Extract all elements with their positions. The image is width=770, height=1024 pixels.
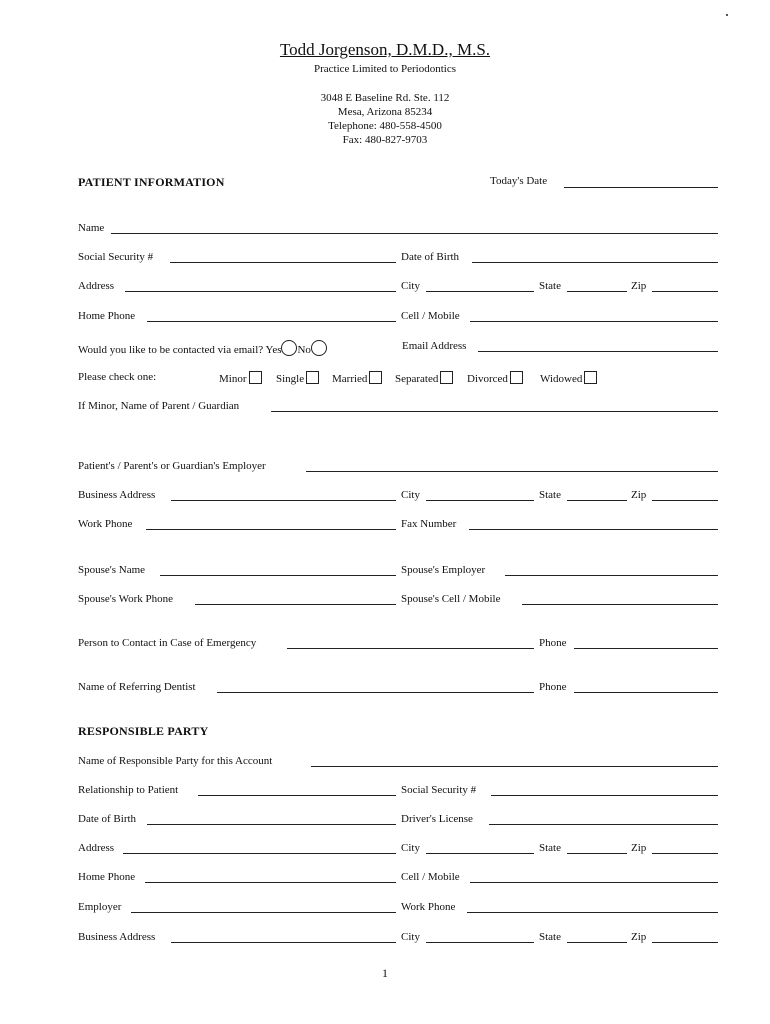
single-checkbox[interactable] [306, 371, 319, 384]
rp-city-field[interactable] [426, 853, 534, 854]
rp-business-state-label: State [539, 931, 561, 943]
patient-info-heading: PATIENT INFORMATION [78, 175, 225, 189]
address-line-1: 3048 E Baseline Rd. Ste. 112 [320, 92, 450, 104]
rp-dob-label: Date of Birth [78, 813, 137, 825]
spouse-name-label: Spouse's Name [78, 564, 146, 576]
rp-business-state-field[interactable] [567, 942, 627, 943]
minor-checkbox[interactable] [249, 371, 262, 384]
rp-ssn-field[interactable] [491, 795, 718, 796]
dob-label: Date of Birth [401, 251, 460, 263]
home-phone-label: Home Phone [78, 310, 136, 322]
status-option-separated: Separated [395, 371, 453, 385]
spouse-work-phone-label: Spouse's Work Phone [78, 593, 174, 605]
rp-license-label: Driver's License [401, 813, 473, 825]
rp-work-phone-field[interactable] [467, 912, 718, 913]
referring-dentist-label: Name of Referring Dentist [78, 681, 196, 693]
emergency-phone-field[interactable] [574, 648, 718, 649]
rp-business-zip-field[interactable] [652, 942, 718, 943]
email-no-label: No [297, 344, 311, 356]
email-question-row [78, 340, 327, 356]
rp-address-label: Address [78, 842, 115, 854]
rp-relationship-field[interactable] [198, 795, 396, 796]
status-option-married: Married [332, 371, 382, 385]
spouse-employer-field[interactable] [505, 575, 718, 576]
status-option-divorced: Divorced [467, 371, 523, 385]
business-address-field[interactable] [171, 500, 396, 501]
rp-zip-field[interactable] [652, 853, 718, 854]
address-label: Address [78, 280, 115, 292]
emergency-contact-label: Person to Contact in Case of Emergency [78, 637, 257, 649]
rp-name-field[interactable] [311, 766, 718, 767]
spouse-cell-field[interactable] [522, 604, 718, 605]
home-phone-field[interactable] [147, 321, 396, 322]
zip-field[interactable] [652, 291, 718, 292]
rp-state-field[interactable] [567, 853, 627, 854]
business-zip-field[interactable] [652, 500, 718, 501]
business-address-label: Business Address [78, 489, 156, 501]
rp-zip-label: Zip [631, 842, 647, 854]
cell-field[interactable] [470, 321, 718, 322]
business-state-field[interactable] [567, 500, 627, 501]
referring-phone-label: Phone [539, 681, 567, 693]
widowed-checkbox[interactable] [584, 371, 597, 384]
zip-label: Zip [631, 280, 647, 292]
email-address-field[interactable] [478, 351, 718, 352]
employer-field[interactable] [306, 471, 718, 472]
rp-relationship-label: Relationship to Patient [78, 784, 179, 796]
todays-date-label: Today's Date [490, 175, 548, 187]
fax-number-label: Fax Number [401, 518, 457, 530]
rp-business-city-field[interactable] [426, 942, 534, 943]
emergency-phone-label: Phone [539, 637, 567, 649]
rp-employer-field[interactable] [131, 912, 396, 913]
emergency-contact-field[interactable] [287, 648, 534, 649]
rp-business-address-field[interactable] [171, 942, 396, 943]
address-line-2: Mesa, Arizona 85234 [337, 106, 433, 118]
rp-name-label: Name of Responsible Party for this Account [78, 755, 273, 767]
rp-cell-label: Cell / Mobile [401, 871, 460, 883]
minor-parent-field[interactable] [271, 411, 718, 412]
business-city-field[interactable] [426, 500, 534, 501]
address-field[interactable] [125, 291, 396, 292]
status-option-minor: Minor [219, 371, 262, 385]
rp-city-label: City [401, 842, 420, 854]
check-one-label: Please check one: [78, 371, 157, 383]
separated-checkbox[interactable] [440, 371, 453, 384]
rp-state-label: State [539, 842, 561, 854]
referring-dentist-field[interactable] [217, 692, 534, 693]
spouse-name-field[interactable] [160, 575, 396, 576]
todays-date-field[interactable] [564, 187, 718, 188]
email-no-radio[interactable] [311, 340, 327, 356]
responsible-party-heading: RESPONSIBLE PARTY [78, 724, 209, 738]
business-city-label: City [401, 489, 420, 501]
fax: Fax: 480-827-9703 [342, 134, 428, 146]
referring-phone-field[interactable] [574, 692, 718, 693]
rp-work-phone-label: Work Phone [401, 901, 456, 913]
page-number: 1 [382, 966, 388, 980]
status-option-single: Single [276, 371, 319, 385]
city-field[interactable] [426, 291, 534, 292]
rp-home-phone-field[interactable] [145, 882, 396, 883]
status-option-widowed: Widowed [540, 371, 597, 385]
state-label: State [539, 280, 561, 292]
telephone: Telephone: 480-558-4500 [328, 120, 442, 132]
cell-label: Cell / Mobile [401, 310, 460, 322]
ssn-field[interactable] [170, 262, 396, 263]
rp-address-field[interactable] [123, 853, 396, 854]
divorced-checkbox[interactable] [510, 371, 523, 384]
rp-license-field[interactable] [489, 824, 718, 825]
rp-ssn-label: Social Security # [401, 784, 477, 796]
rp-business-zip-label: Zip [631, 931, 647, 943]
doctor-name: Todd Jorgenson, D.M.D., M.S. [279, 40, 491, 59]
business-state-label: State [539, 489, 561, 501]
work-phone-field[interactable] [146, 529, 396, 530]
practice-specialty: Practice Limited to Periodontics [313, 63, 457, 75]
ssn-label: Social Security # [78, 251, 154, 263]
rp-home-phone-label: Home Phone [78, 871, 136, 883]
email-question-label: Would you like to be contacted via email? Yes [78, 344, 282, 356]
rp-dob-field[interactable] [147, 824, 396, 825]
work-phone-label: Work Phone [78, 518, 133, 530]
rp-business-city-label: City [401, 931, 420, 943]
minor-parent-label: If Minor, Name of Parent / Guardian [78, 400, 240, 412]
email-yes-radio[interactable] [281, 340, 297, 356]
married-checkbox[interactable] [369, 371, 382, 384]
city-label: City [401, 280, 420, 292]
dob-field[interactable] [472, 262, 718, 263]
name-label: Name [78, 222, 105, 234]
spouse-work-phone-field[interactable] [195, 604, 396, 605]
email-address-label: Email Address [402, 340, 467, 352]
rp-employer-label: Employer [78, 901, 122, 913]
business-zip-label: Zip [631, 489, 647, 501]
state-field[interactable] [567, 291, 627, 292]
name-field[interactable] [111, 233, 718, 234]
spouse-cell-label: Spouse's Cell / Mobile [401, 593, 501, 605]
spouse-employer-label: Spouse's Employer [401, 564, 486, 576]
fax-number-field[interactable] [469, 529, 718, 530]
rp-business-address-label: Business Address [78, 931, 156, 943]
stray-mark [726, 14, 728, 16]
employer-label: Patient's / Parent's or Guardian's Employer [78, 460, 266, 472]
rp-cell-field[interactable] [470, 882, 718, 883]
